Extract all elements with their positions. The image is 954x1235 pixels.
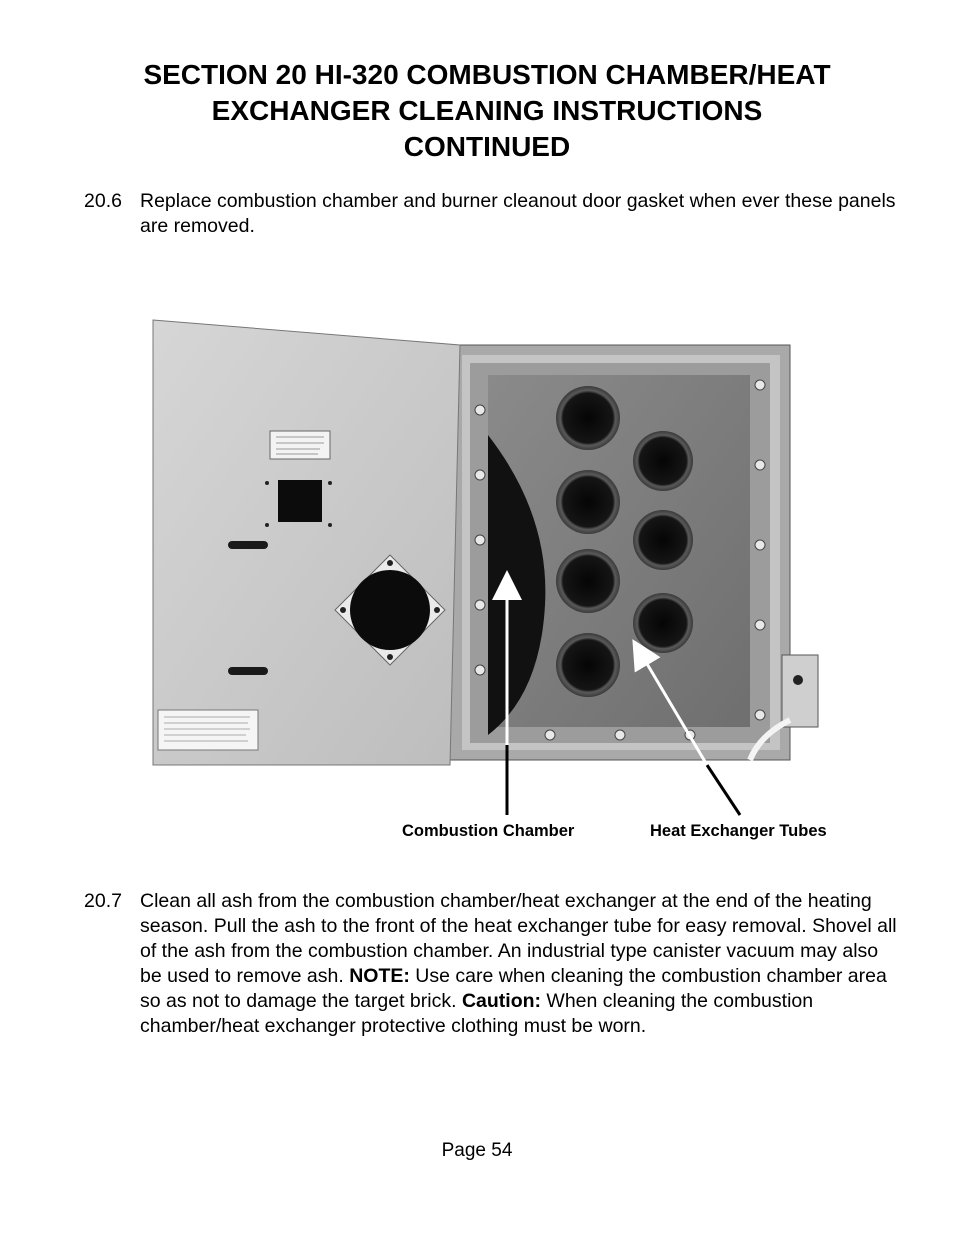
- label-heat-exchanger-tubes: Heat Exchanger Tubes: [650, 822, 827, 840]
- note-label: NOTE:: [349, 965, 410, 987]
- page-title: [60, 57, 914, 165]
- page-number: Page 54: [441, 1140, 513, 1161]
- title-line-3: CONTINUED: [403, 131, 571, 162]
- step-text: [140, 889, 904, 1039]
- step-number: 20.6: [84, 190, 122, 212]
- step-text-b: Use care when cleaning the combustion chamber area so as not to damage the target brick.: [140, 965, 887, 1012]
- label-combustion-chamber: Combustion Chamber: [402, 822, 575, 840]
- title-line-1: SECTION 20 HI-320 COMBUSTION CHAMBER/HEAT: [143, 59, 831, 90]
- step-20-7: [84, 889, 904, 1039]
- heat-exchanger-photo: [150, 315, 820, 770]
- step-text-c: When cleaning the combustion chamber/heat exchanger protective clothing must be worn.: [140, 990, 814, 1037]
- step-20-6: [84, 189, 904, 239]
- step-number: 20.7: [84, 890, 122, 912]
- tubes-arrow-tail: [707, 765, 740, 815]
- photo-illustration: [150, 315, 820, 770]
- step-text: Replace combustion chamber and burner cleanout door gasket when ever these panels are removed.: [140, 190, 896, 237]
- title-line-2: EXCHANGER CLEANING INSTRUCTIONS: [211, 95, 763, 126]
- step-text-a: Clean all ash from the combustion chamber/heat exchanger at the end of the heating season. Pull the ash to the front of the heat exchanger tube for easy removal. Shovel all of the ash from the combustion chamber. An industrial type canister vacuum may also be used to remove ash.: [140, 890, 897, 987]
- caution-label: Caution:: [461, 990, 542, 1012]
